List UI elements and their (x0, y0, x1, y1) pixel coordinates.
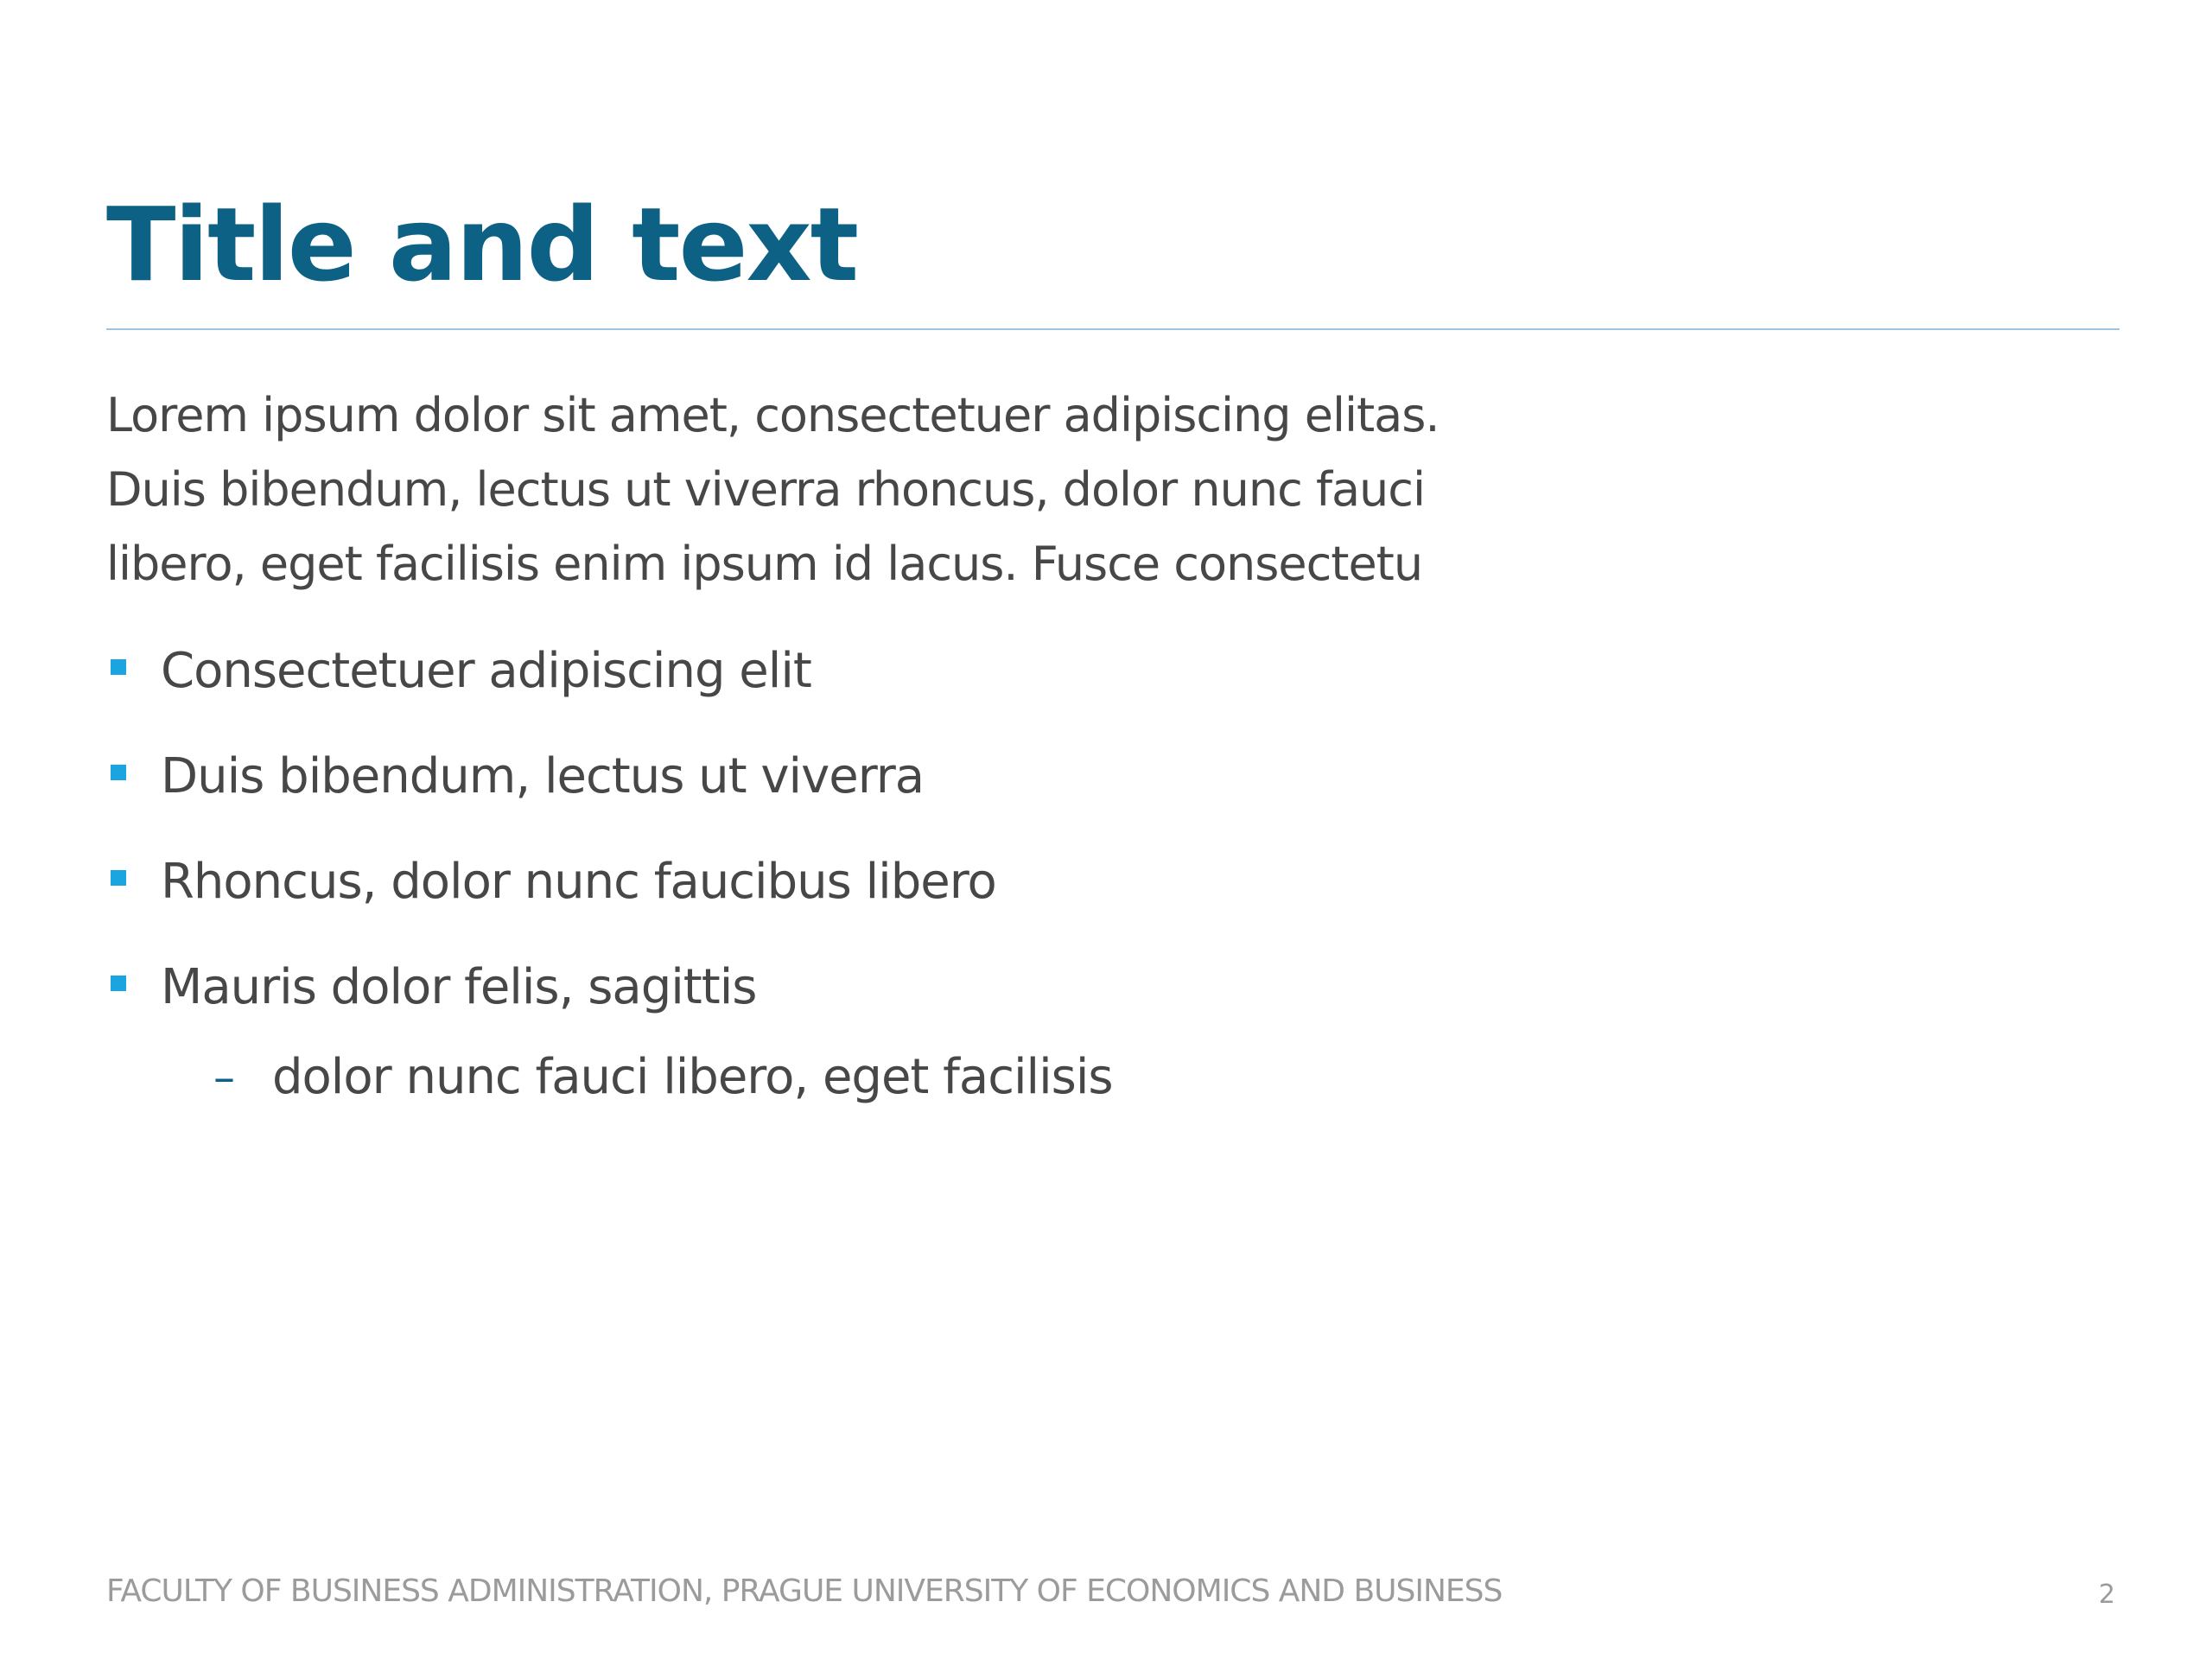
slide-title: Title and text (106, 185, 858, 304)
bullet-text: Duis bibendum, lectus ut viverra (161, 748, 925, 804)
paragraph-line: Lorem ipsum dolor sit amet, consectetuer adipiscing elitas. (106, 388, 1440, 442)
square-bullet-icon (111, 659, 126, 675)
body-paragraph (106, 378, 2007, 601)
paragraph-line: Duis bibendum, lectus ut viverra rhoncus, dolor nunc fauci (106, 462, 1425, 517)
dash-bullet-icon: – (213, 1052, 234, 1103)
square-bullet-icon (111, 870, 126, 886)
bullet-text: Mauris dolor felis, sagittis (161, 959, 757, 1015)
title-divider (106, 328, 2120, 330)
sub-bullet-text: dolor nunc fauci libero, eget facilisis (272, 1049, 1113, 1105)
page-number: 2 (2098, 1580, 2115, 1610)
bullet-text: Rhoncus, dolor nunc faucibus libero (161, 854, 996, 910)
square-bullet-icon (111, 765, 126, 780)
footer-institution: FACULTY OF BUSINESS ADMINISTRATION, PRAGUE UNIVERSITY OF ECONOMICS AND BUSINESS (106, 1573, 1503, 1609)
paragraph-line: libero, eget facilisis enim ipsum id lacus. Fusce consectetu (106, 537, 1423, 591)
square-bullet-icon (111, 976, 126, 991)
bullet-text: Consectetuer adipiscing elit (161, 643, 811, 699)
